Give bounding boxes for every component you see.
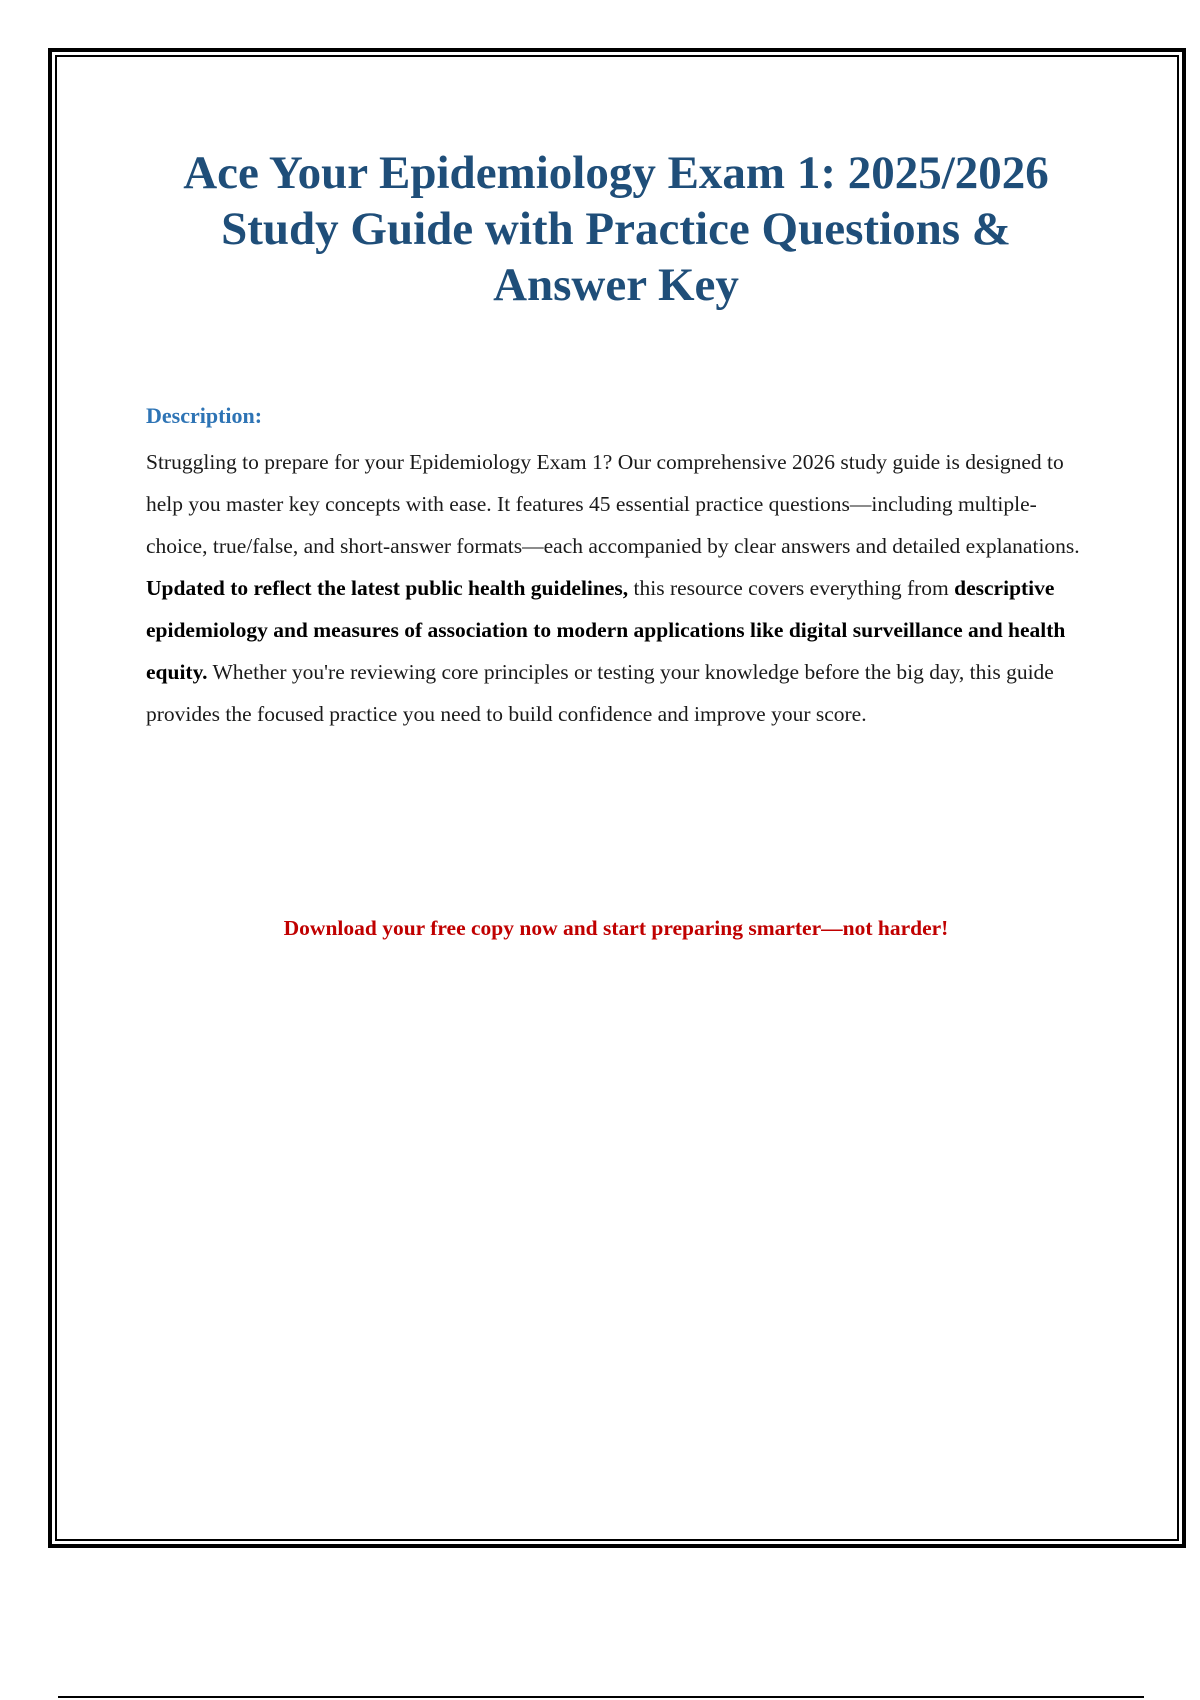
title-line-1: Ace Your Epidemiology Exam 1: 2025/2026 xyxy=(183,147,1049,199)
description-text-3: Whether you're reviewing core principles or testing your knowledge before the big day, this guide provides the focused practice you need to build confidence and improve your score. xyxy=(146,660,1054,726)
title-line-2: Study Guide with Practice Questions & xyxy=(221,203,1011,255)
description-bold-2: descriptive epidemiology and measures of association to modern applications like digital surveillance and health equity. xyxy=(146,576,1066,684)
description-bold-1: Updated to reflect the latest public health guidelines, xyxy=(146,576,629,600)
document-title xyxy=(120,145,1112,313)
call-to-action: Download your free copy now and start preparing smarter—not harder! xyxy=(283,916,949,940)
footer-divider xyxy=(58,1696,1144,1698)
description-label: Description: xyxy=(146,403,263,428)
description-text-1: Struggling to prepare for your Epidemiology Exam 1? Our comprehensive 2026 study guide is designed to help you master key concepts with ease. It features 45 essential practice questions—including multiple-choice, true/false, and short-answer formats—each accompanied by clear answers and detailed explanations. xyxy=(146,450,1080,558)
description-text-2: this resource covers everything from xyxy=(628,576,955,600)
description-paragraph xyxy=(146,441,1086,735)
title-line-3: Answer Key xyxy=(493,259,739,311)
